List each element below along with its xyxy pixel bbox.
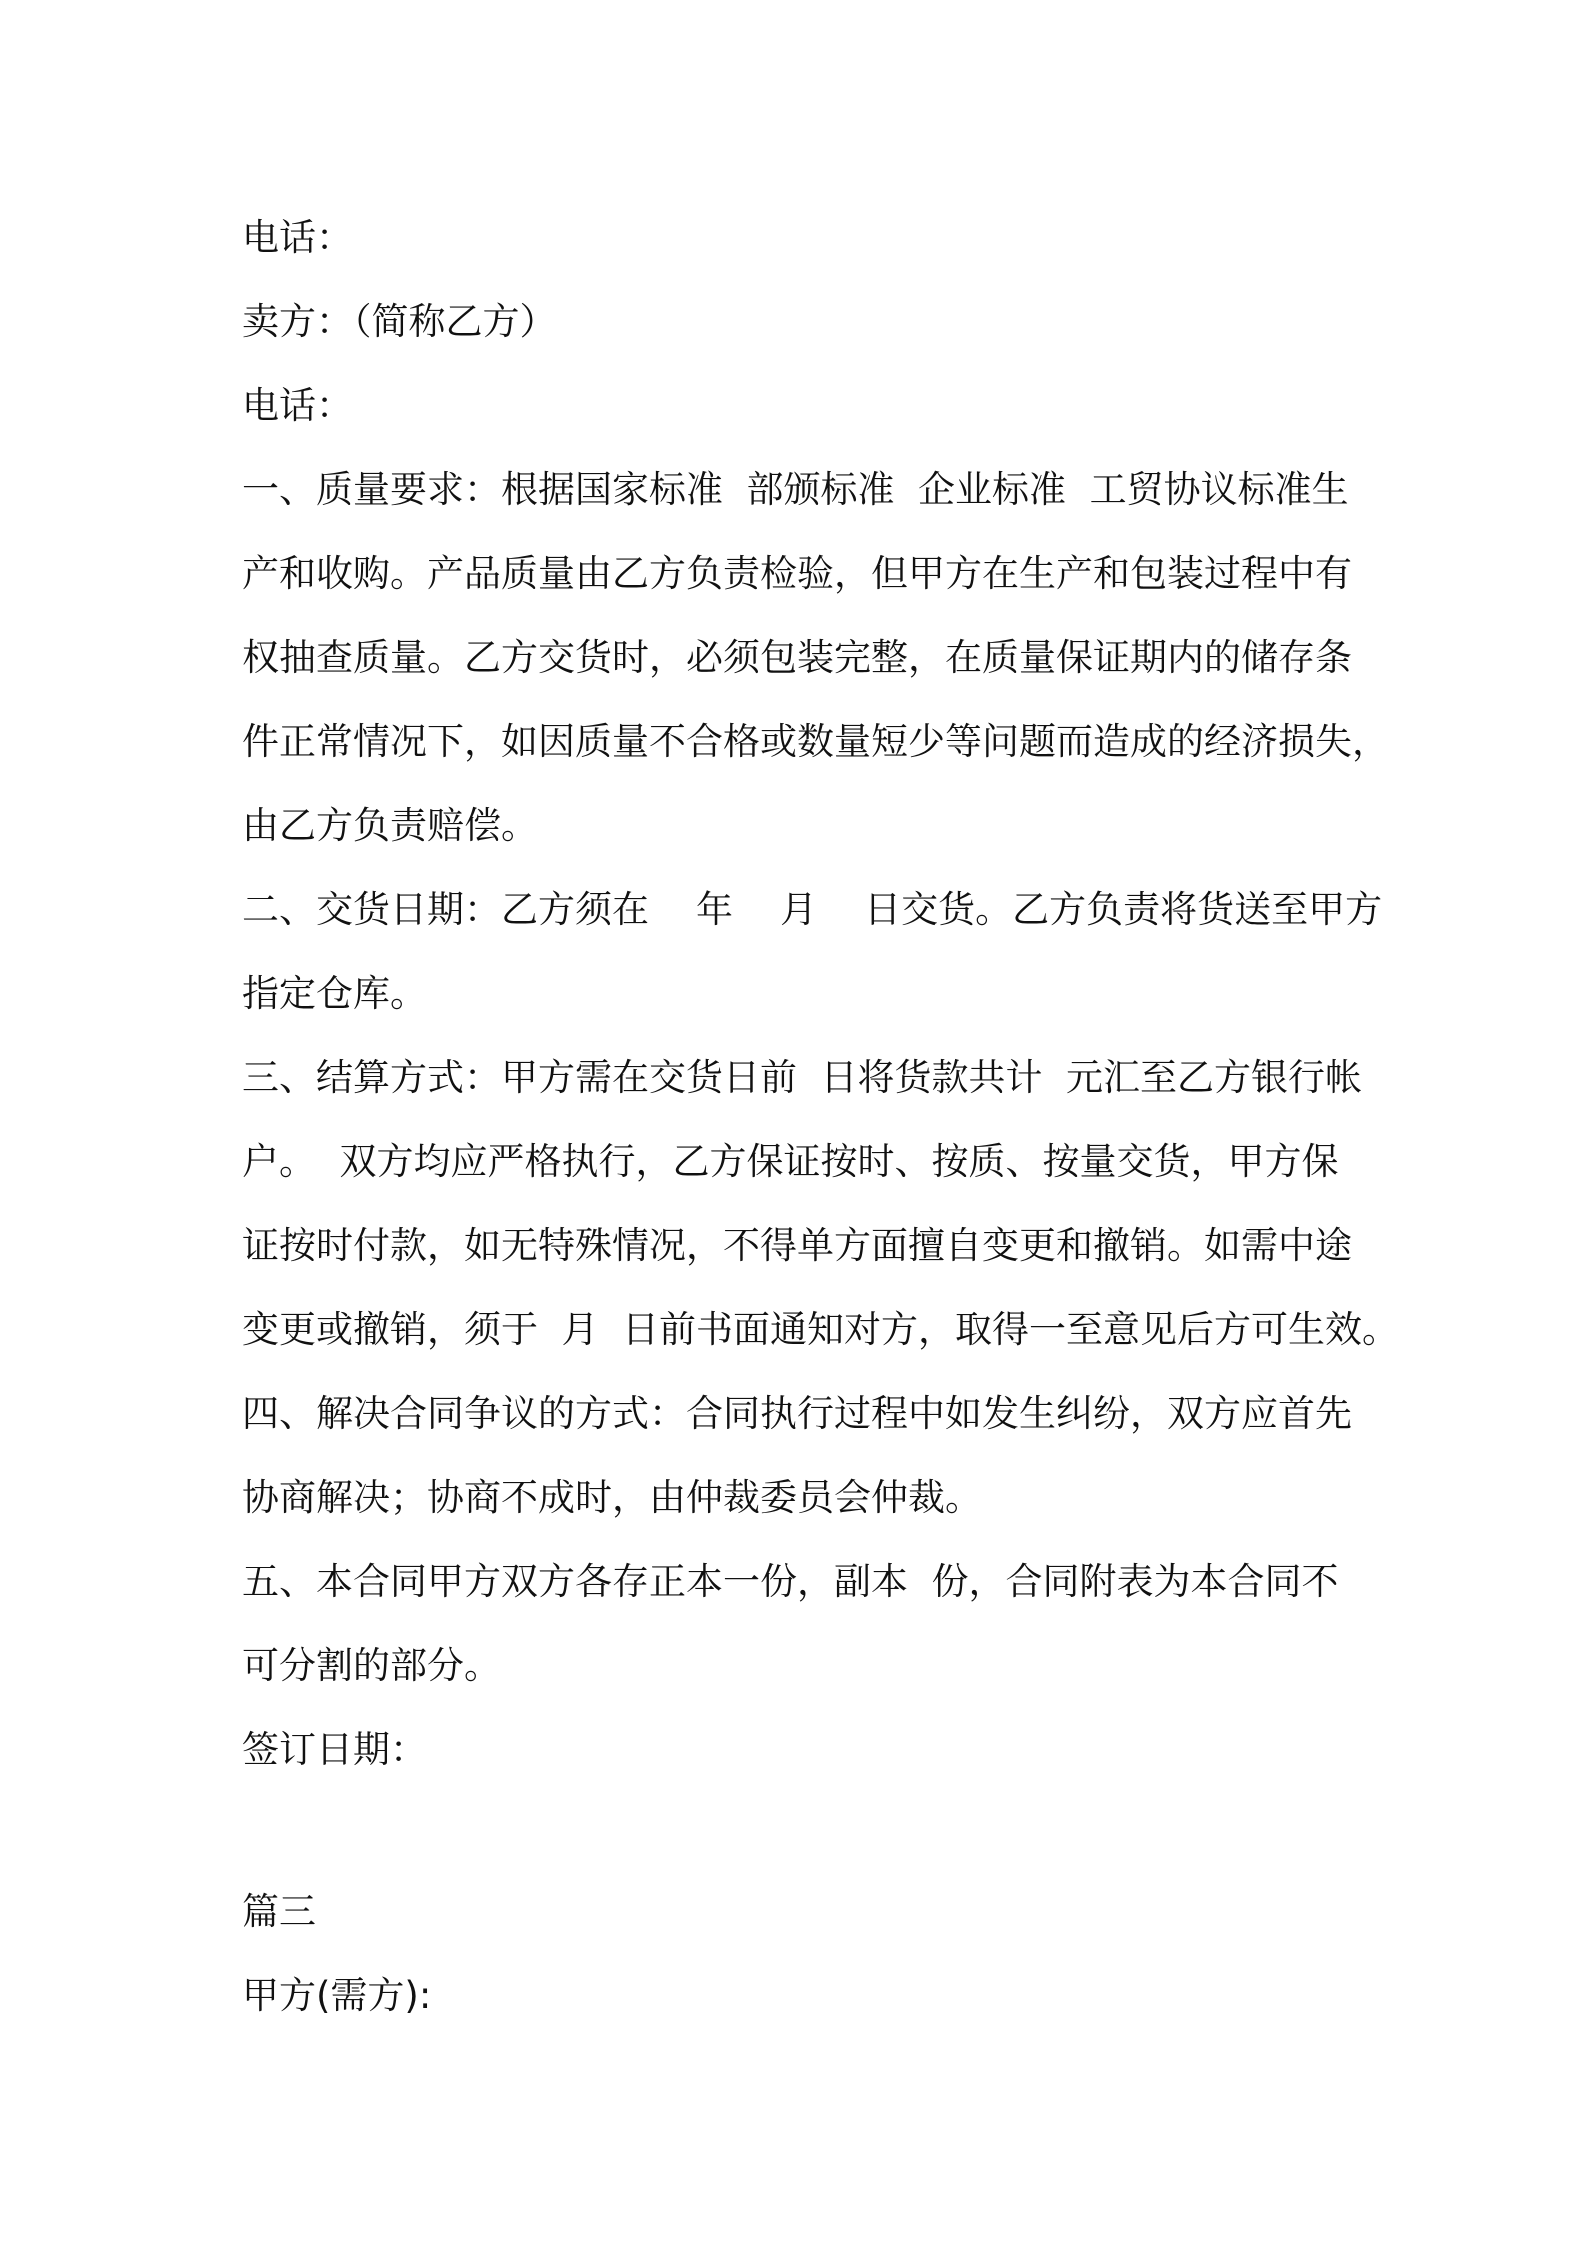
clause-3-line-3: 证按时付款，如无特殊情况，不得单方面擅自变更和撤销。如需中途 (242, 1224, 1352, 1267)
clause-3-line-4: 变更或撤销，须于 月 日前书面通知对方，取得一至意见后方可生效。 (242, 1308, 1400, 1351)
clause-1-line-5: 由乙方负责赔偿。 (242, 804, 538, 847)
clause-5-line-1: 五、本合同甲方双方各存正本一份，副本 份，合同附表为本合同不 (242, 1560, 1339, 1603)
clause-5-line-2: 可分割的部分。 (242, 1644, 501, 1687)
clause-1-line-4: 件正常情况下，如因质量不合格或数量短少等问题而造成的经济损失， (242, 720, 1389, 763)
clause-2-line-1: 二、交货日期：乙方须在 年 月 日交货。乙方负责将货送至甲方 (242, 888, 1383, 931)
clause-4-line-2: 协商解决；协商不成时，由仲裁委员会仲裁。 (242, 1476, 982, 1519)
party-a-label: 甲方(需方): (242, 1974, 432, 2017)
clause-1-line-3: 权抽查质量。乙方交货时，必须包装完整，在质量保证期内的储存条 (242, 636, 1352, 679)
clause-2-line-2: 指定仓库。 (242, 972, 427, 1015)
clause-1-line-1: 一、质量要求：根据国家标准 部颁标准 企业标准 工贸协议标准生 (242, 468, 1349, 511)
section-spacer (242, 1792, 1362, 1870)
phone-label-1: 电话： (242, 216, 353, 259)
clause-3-line-2: 户。 双方均应严格执行，乙方保证按时、按质、按量交货，甲方保 (242, 1140, 1339, 1183)
phone-label-2: 电话： (242, 384, 353, 427)
clause-1-line-2: 产和收购。产品质量由乙方负责检验，但甲方在生产和包装过程中有 (242, 552, 1352, 595)
signing-date-label: 签订日期： (242, 1728, 427, 1771)
section-heading: 篇三 (242, 1890, 316, 1933)
clause-4-line-1: 四、解决合同争议的方式：合同执行过程中如发生纠纷，双方应首先 (242, 1392, 1352, 1435)
clause-3-line-1: 三、结算方式：甲方需在交货日前 日将货款共计 元汇至乙方银行帐 (242, 1056, 1363, 1099)
seller-label: 卖方：（简称乙方） (242, 300, 557, 343)
document-body (242, 196, 1400, 2038)
